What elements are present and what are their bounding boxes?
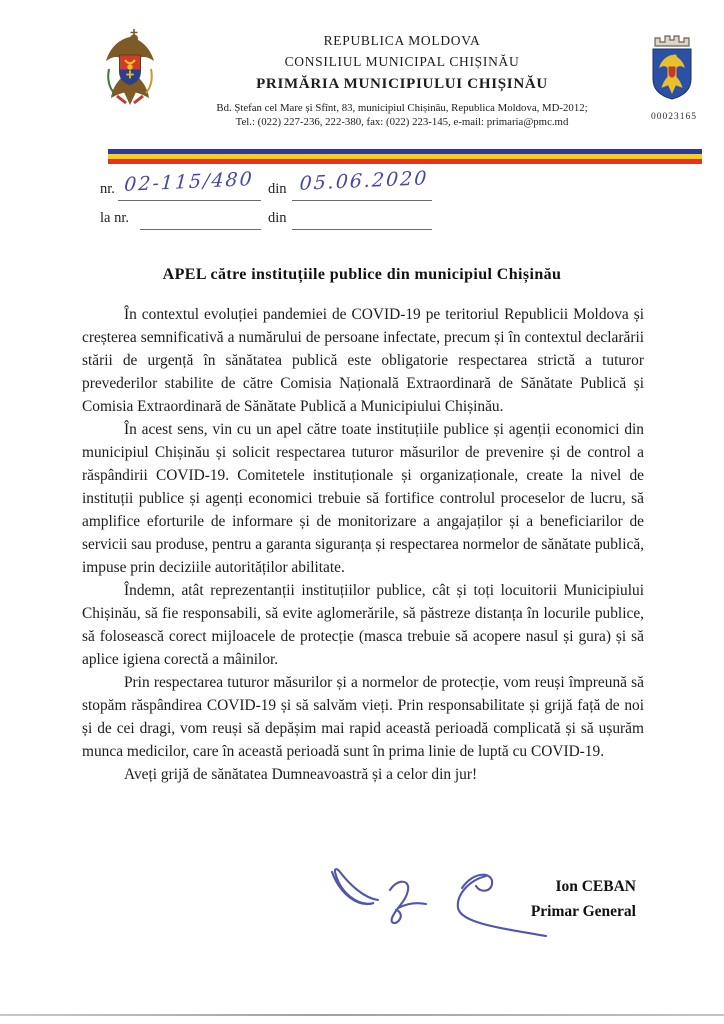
la-din-label: din [268,210,287,226]
chisinau-coat-of-arms-icon [646,28,698,115]
letterhead [168,30,636,129]
document-title: APEL către instituțiile publice din municipiul Chișinău [162,266,562,283]
handwritten-din-value: 05.06.2020 [298,167,430,195]
la-nr-underline [140,211,261,230]
signer-block [531,874,636,924]
la-din-underline [292,211,432,230]
paragraph-3: Îndemn, atât reprezentanții instituțiilor publice, cât și toți locuitorii Municipiului Chișinău, să fie responsabili, să evite aglomerările, să păstreze distanța în locurile publice, să folosească corect mijloacele de protecție (masca trebuie să acopere nasul și gura) și să aplice igiena corectă a mâinilor. [82,582,644,668]
handwritten-nr-value: 02-115/480 [123,168,255,196]
moldova-coat-of-arms-icon [101,27,159,114]
address-line-1: Bd. Ștefan cel Mare și Sfînt, 83, municipiul Chișinău, Republica Moldova, MD-2012; [216,102,588,114]
flag-stripe-red [108,159,702,164]
flag-tricolor-divider [108,149,702,164]
address-line-2: Tel.: (022) 227-236, 222-380, fax: (022) 223-145, e-mail: primaria@pmc.md [235,115,569,128]
la-nr-label: la nr. [100,210,129,226]
page-scan-edge [0,1014,724,1016]
letter-body [82,303,644,786]
handwritten-signature-icon [328,866,550,949]
signer-role: Primar General [530,903,636,920]
paragraph-5: Aveți grijă de sănătatea Dumneavoastră și a celor din jur! [124,766,478,783]
institution-name: PRIMĂRIA MUNICIPIULUI CHIȘINĂU [256,76,548,92]
paragraph-4: Prin respectarea tuturor măsurilor și a normelor de protecție, vom reuși împreună să stopăm răspândirea COVID-19 și să salvăm vieți. Prin responsabilitate și grijă față de noi și de cei dragi, vom reuși să depășim mai rapid această perioadă complicată și să ușurăm munca medicilor, care în această perioadă sunt în prima linie de luptă cu COVID-19. [82,674,644,760]
signer-name: Ion CEBAN [555,878,636,895]
registration-number: 00023165 [651,112,697,122]
din-label: din [268,181,287,197]
council-name: CONSILIUL MUNICIPAL CHIȘINĂU [284,54,520,69]
paragraph-2: În acest sens, vin cu un apel către toate instituțiile publice și agenții economici din municipiul Chișinău și solicit respectarea tuturor măsurilor de prevenire și de control a răspândirii COVID-19. Comitetele instituționale și organizaționale, create la nivel de instituții publice și agenți economici trebuie să fortifice controlul proceselor de lucru, să amplifice eforturile de informare și de monitorizare a angajaților și a beneficiarilor de servicii sau produse, pentru a garanta siguranța și respectarea normelor de sănătate publică, impuse prin deciziile autorităților abilitate. [82,421,644,576]
paragraph-1: În contextul evoluției pandemiei de COVID-19 pe teritoriul Republicii Moldova și creșterea semnificativă a numărului de persoane infectate, precum și în contextul declarării stării de urgență în sănătatea publică este obligatorie respectarea strictă a tuturor prevederilor stabilite de către Comisia Națională Extraordinară de Sănătate Publică și Comisia Extraordinară de Sănătate Publică a Municipiului Chișinău. [82,306,644,415]
country-name: REPUBLICA MOLDOVA [323,33,481,48]
nr-label: nr. [100,181,115,197]
